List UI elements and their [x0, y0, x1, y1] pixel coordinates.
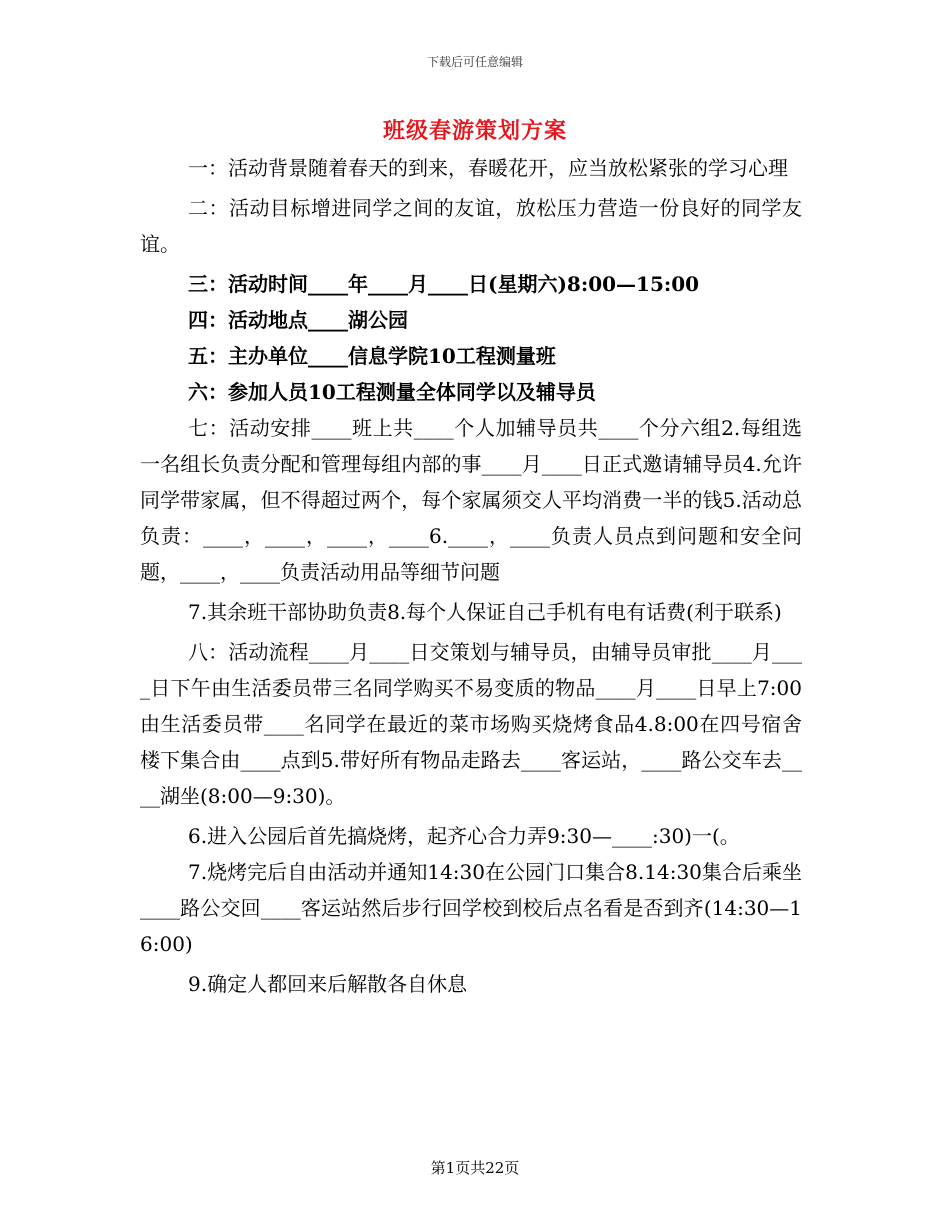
paragraph-process-bbq: 6.进入公园后首先搞烧烤，起齐心合力弄9:30—____:30)一(。	[188, 824, 740, 848]
paragraph-participants: 六：参加人员10工程测量全体同学以及辅导员	[188, 380, 596, 404]
paragraph-goal: 二：活动目标增进同学之间的友谊，放松压力营造一份良好的同学友谊。	[140, 196, 802, 256]
paragraph-process-return: 7.烧烤完后自由活动并通知14:30在公园门口集合8.14:30集合后乘坐____路公交回____客运站然后步行回学校到校后点名看是否到齐(14:30—16:00)	[140, 860, 802, 956]
document-body	[140, 150, 802, 1002]
paragraph-organizer: 五：主办单位____信息学院10工程测量班	[188, 344, 556, 368]
paragraph-location: 四：活动地点____湖公园	[188, 308, 408, 332]
header-note: 下载后可任意编辑	[426, 55, 523, 69]
paragraph-process: 八：活动流程____月____日交策划与辅导员，由辅导员审批____月____日下午由生活委员带三名同学购买不易变质的物品____月____日早上7:00由生活委员带____名同学在最近的菜市场购买烧烤食品4.8:00在四号宿舍楼下集合由____点到5.带好所有物品走路去____客运站，____路公交车去____湖坐(8:00—9:30)。	[140, 640, 802, 808]
paragraph-arrangement-cont: 7.其余班干部协助负责8.每个人保证自己手机有电有话费(利于联系)	[188, 600, 782, 624]
paragraph-time: 三：活动时间____年____月____日(星期六)8:00—15:00	[188, 272, 700, 296]
document-title: 班级春游策划方案	[382, 118, 567, 144]
paragraph-background: 一：活动背景随着春天的到来，春暖花开，应当放松紧张的学习心理	[188, 156, 788, 180]
page-footer: 第1页共22页	[430, 1159, 520, 1177]
paragraph-arrangement: 七：活动安排____班上共____个人加辅导员共____个分六组2.每组选一名组长负责分配和管理每组内部的事____月____日正式邀请辅导员4.允许同学带家属，但不得超过两个，每个家属须交人平均消费一半的钱5.活动总负责：____，____，____，____6.____，____负责人员点到问题和安全问题，____，____负责活动用品等细节问题	[140, 416, 802, 584]
paragraph-process-dismiss: 9.确定人都回来后解散各自休息	[188, 972, 468, 996]
